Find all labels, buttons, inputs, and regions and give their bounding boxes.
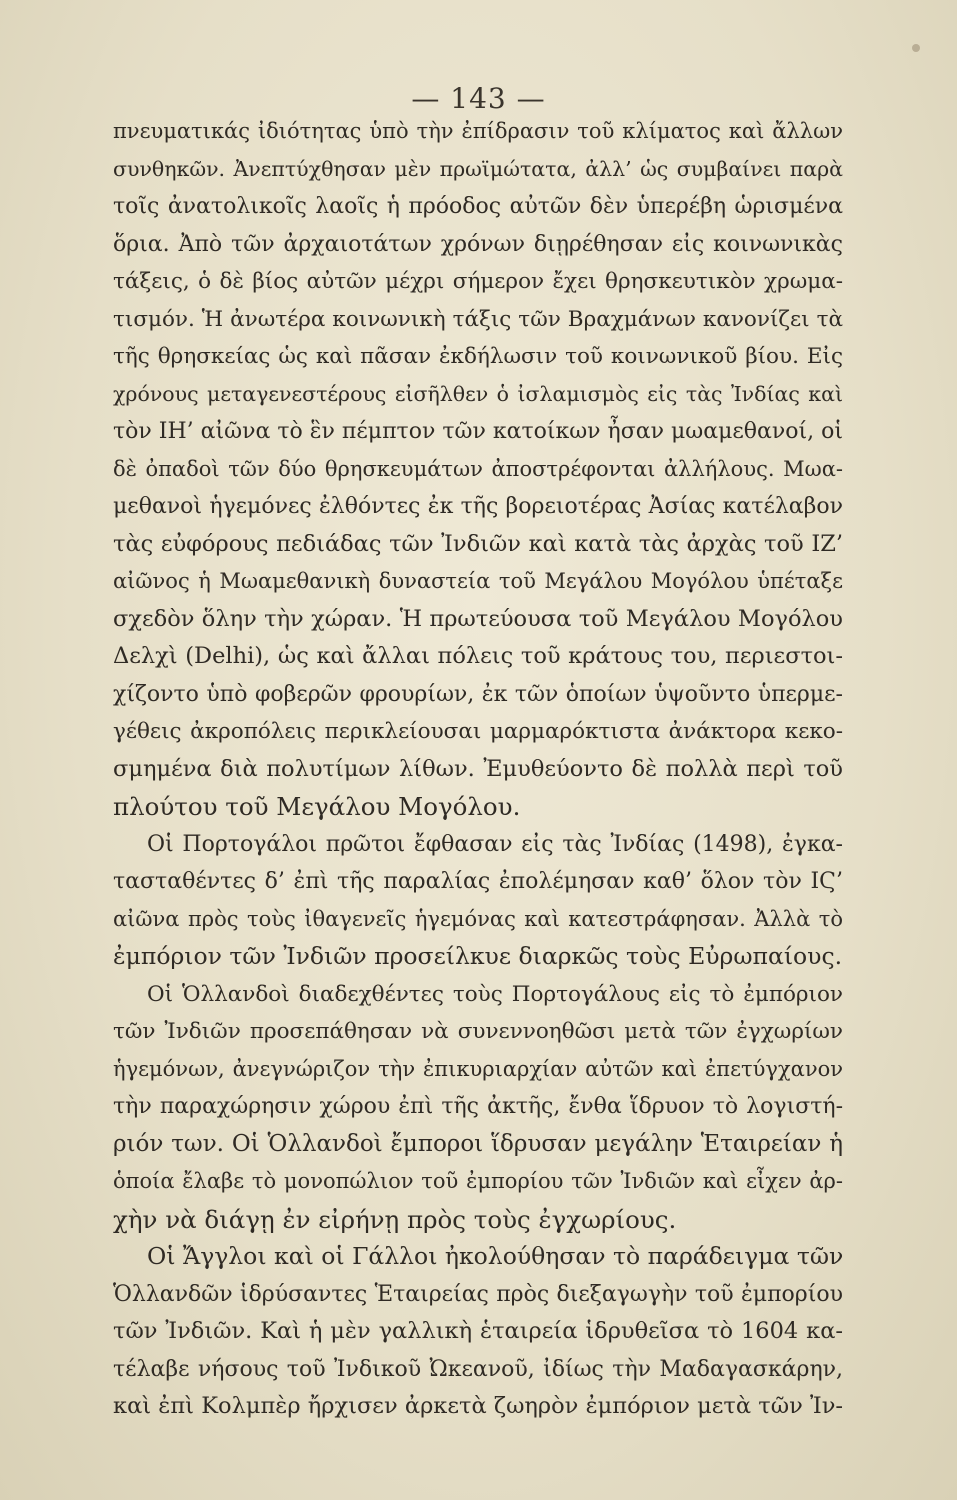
text-line: τὸν ΙΗ’ αἰῶνα τὸ ἓν πέμπτον τῶν κατοίκων ἦσαν μωαμεθανοί, οἱ [113,419,843,444]
text-line: ὁποία ἔλαβε τὸ μονοπώλιον τοῦ ἐμπορίου τῶν Ἰνδιῶν καὶ εἶχεν ἀρ- [113,1169,843,1193]
text-line: Δελχὶ (Delhi), ὡς καὶ ἄλλαι πόλεις τοῦ κράτους του, περιεστοι- [113,643,843,669]
text-line: χὴν νὰ διάγῃ ἐν εἰρήνῃ πρὸς τοὺς ἐγχωρίους. [113,1204,677,1234]
text-line: γέθεις ἀκροπόλεις περικλείουσαι μαρμαρόκτιστα ἀνάκτορα κεκο- [113,719,843,744]
text-line: πλούτου τοῦ Μεγάλου Μογόλου. [113,792,521,821]
text-line: τῆς θρησκείας ὡς καὶ πᾶσαν ἐκδήλωσιν τοῦ κοινωνικοῦ βίου. Εἰς [113,344,843,369]
text-line: χρόνους μεταγενεστέρους εἰσῆλθεν ὁ ἰσλαμισμὸς εἰς τὰς Ἰνδίας καὶ [113,381,843,406]
text-line: αἰῶνα πρὸς τοὺς ἰθαγενεῖς ἡγεμόνας καὶ κατεστράφησαν. Ἀλλὰ τὸ [113,906,843,931]
text-line: σχεδὸν ὅλην τὴν χώραν. Ἡ πρωτεύουσα τοῦ Μεγάλου Μογόλου [113,605,843,632]
text-line: ριόν των. Οἱ Ὁλλανδοὶ ἔμποροι ἵδρυσαν μεγάλην Ἑταιρείαν ἡ [113,1130,843,1157]
text-line: τοῖς ἀνατολικοῖς λαοῖς ἡ πρόοδος αὐτῶν δὲν ὑπερέβη ὡρισμένα [113,194,843,219]
text-line: ἐμπόριον τῶν Ἰνδιῶν προσείλκυε διαρκῶς τοὺς Εὐρωπαίους. [113,942,843,970]
text-line: τὴν παραχώρησιν χώρου ἐπὶ τῆς ἀκτῆς, ἔνθα ἵδρυον τὸ λογιστή- [113,1094,843,1119]
text-line: χίζοντο ὑπὸ φοβερῶν φρουρίων, ἐκ τῶν ὁποίων ὑψοῦντο ὑπερμε- [113,681,843,707]
page-number: — 143 — [411,82,546,115]
text-line: τέλαβε νήσους τοῦ Ἰνδικοῦ Ὠκεανοῦ, ἰδίως τὴν Μαδαγασκάρην, [113,1356,843,1382]
text-line: τὰς εὐφόρους πεδιάδας τῶν Ἰνδιῶν καὶ κατὰ τὰς ἀρχὰς τοῦ ΙΖ’ [113,530,843,557]
text-line: πνευματικάς ἰδιότητας ὑπὸ τὴν ἐπίδρασιν τοῦ κλίματος καὶ ἄλλων [113,119,843,143]
text-line: ἡγεμόνων, ἀνεγνώριζον τὴν ἐπικυριαρχίαν αὐτῶν καὶ ἐπετύγχανον [113,1056,843,1081]
paper-spot [912,44,920,52]
text-line: Οἱ Ἄγγλοι καὶ οἱ Γάλλοι ἠκολούθησαν τὸ παράδειγμα τῶν [147,1242,843,1270]
text-line: ὅρια. Ἀπὸ τῶν ἀρχαιοτάτων χρόνων διῃρέθησαν εἰς κοινωνικὰς [113,231,843,257]
text-line: τάξεις, ὁ δὲ βίος αὐτῶν μέχρι σήμερον ἔχει θρησκευτικὸν χρωμα- [113,269,843,294]
text-line: Ὁλλανδῶν ἱδρύσαντες Ἑταιρείας πρὸς διεξαγωγὴν τοῦ ἐμπορίου [113,1281,843,1307]
text-line: σμημένα διὰ πολυτίμων λίθων. Ἐμυθεύοντο δὲ πολλὰ περὶ τοῦ [113,755,843,782]
text-line: δὲ ὀπαδοὶ τῶν δύο θρησκευμάτων ἀποστρέφονται ἀλλήλους. Μωα- [113,456,843,481]
text-line: συνθηκῶν. Ἀνεπτύχθησαν μὲν πρωϊμώτατα, ἀλλ’ ὡς συμβαίνει παρὰ [113,156,843,181]
text-line: μεθανοὶ ἡγεμόνες ἐλθόντες ἐκ τῆς βορειοτέρας Ἀσίας κατέλαβον [113,494,843,519]
text-line: Οἱ Ὁλλανδοὶ διαδεχθέντες τοὺς Πορτογάλους εἰς τὸ ἐμπόριον [147,981,843,1007]
body-text [113,113,843,1426]
text-line: καὶ ἐπὶ Κολμπὲρ ἤρχισεν ἀρκετὰ ζωηρὸν ἐμπόριον μετὰ τῶν Ἰν- [113,1393,843,1419]
text-line: τασταθέντες δ’ ἐπὶ τῆς παραλίας ἐπολέμησαν καθ’ ὅλον τὸν ΙϚ’ [113,869,843,894]
text-line: Οἱ Πορτογάλοι πρῶτοι ἔφθασαν εἰς τὰς Ἰνδίας (1498), ἐγκα- [147,831,843,857]
text-line: αἰῶνος ἡ Μωαμεθανικὴ δυναστεία τοῦ Μεγάλου Μογόλου ὑπέταξε [113,569,843,593]
text-line: τῶν Ἰνδιῶν. Καὶ ἡ μὲν γαλλικὴ ἑταιρεία ἱδρυθεῖσα τὸ 1604 κα- [113,1318,843,1344]
text-line: τῶν Ἰνδιῶν προσεπάθησαν νὰ συνεννοηθῶσι μετὰ τῶν ἐγχωρίων [113,1019,843,1044]
text-line: τισμόν. Ἡ ἀνωτέρα κοινωνικὴ τάξις τῶν Βραχμάνων κανονίζει τὰ [113,306,843,332]
